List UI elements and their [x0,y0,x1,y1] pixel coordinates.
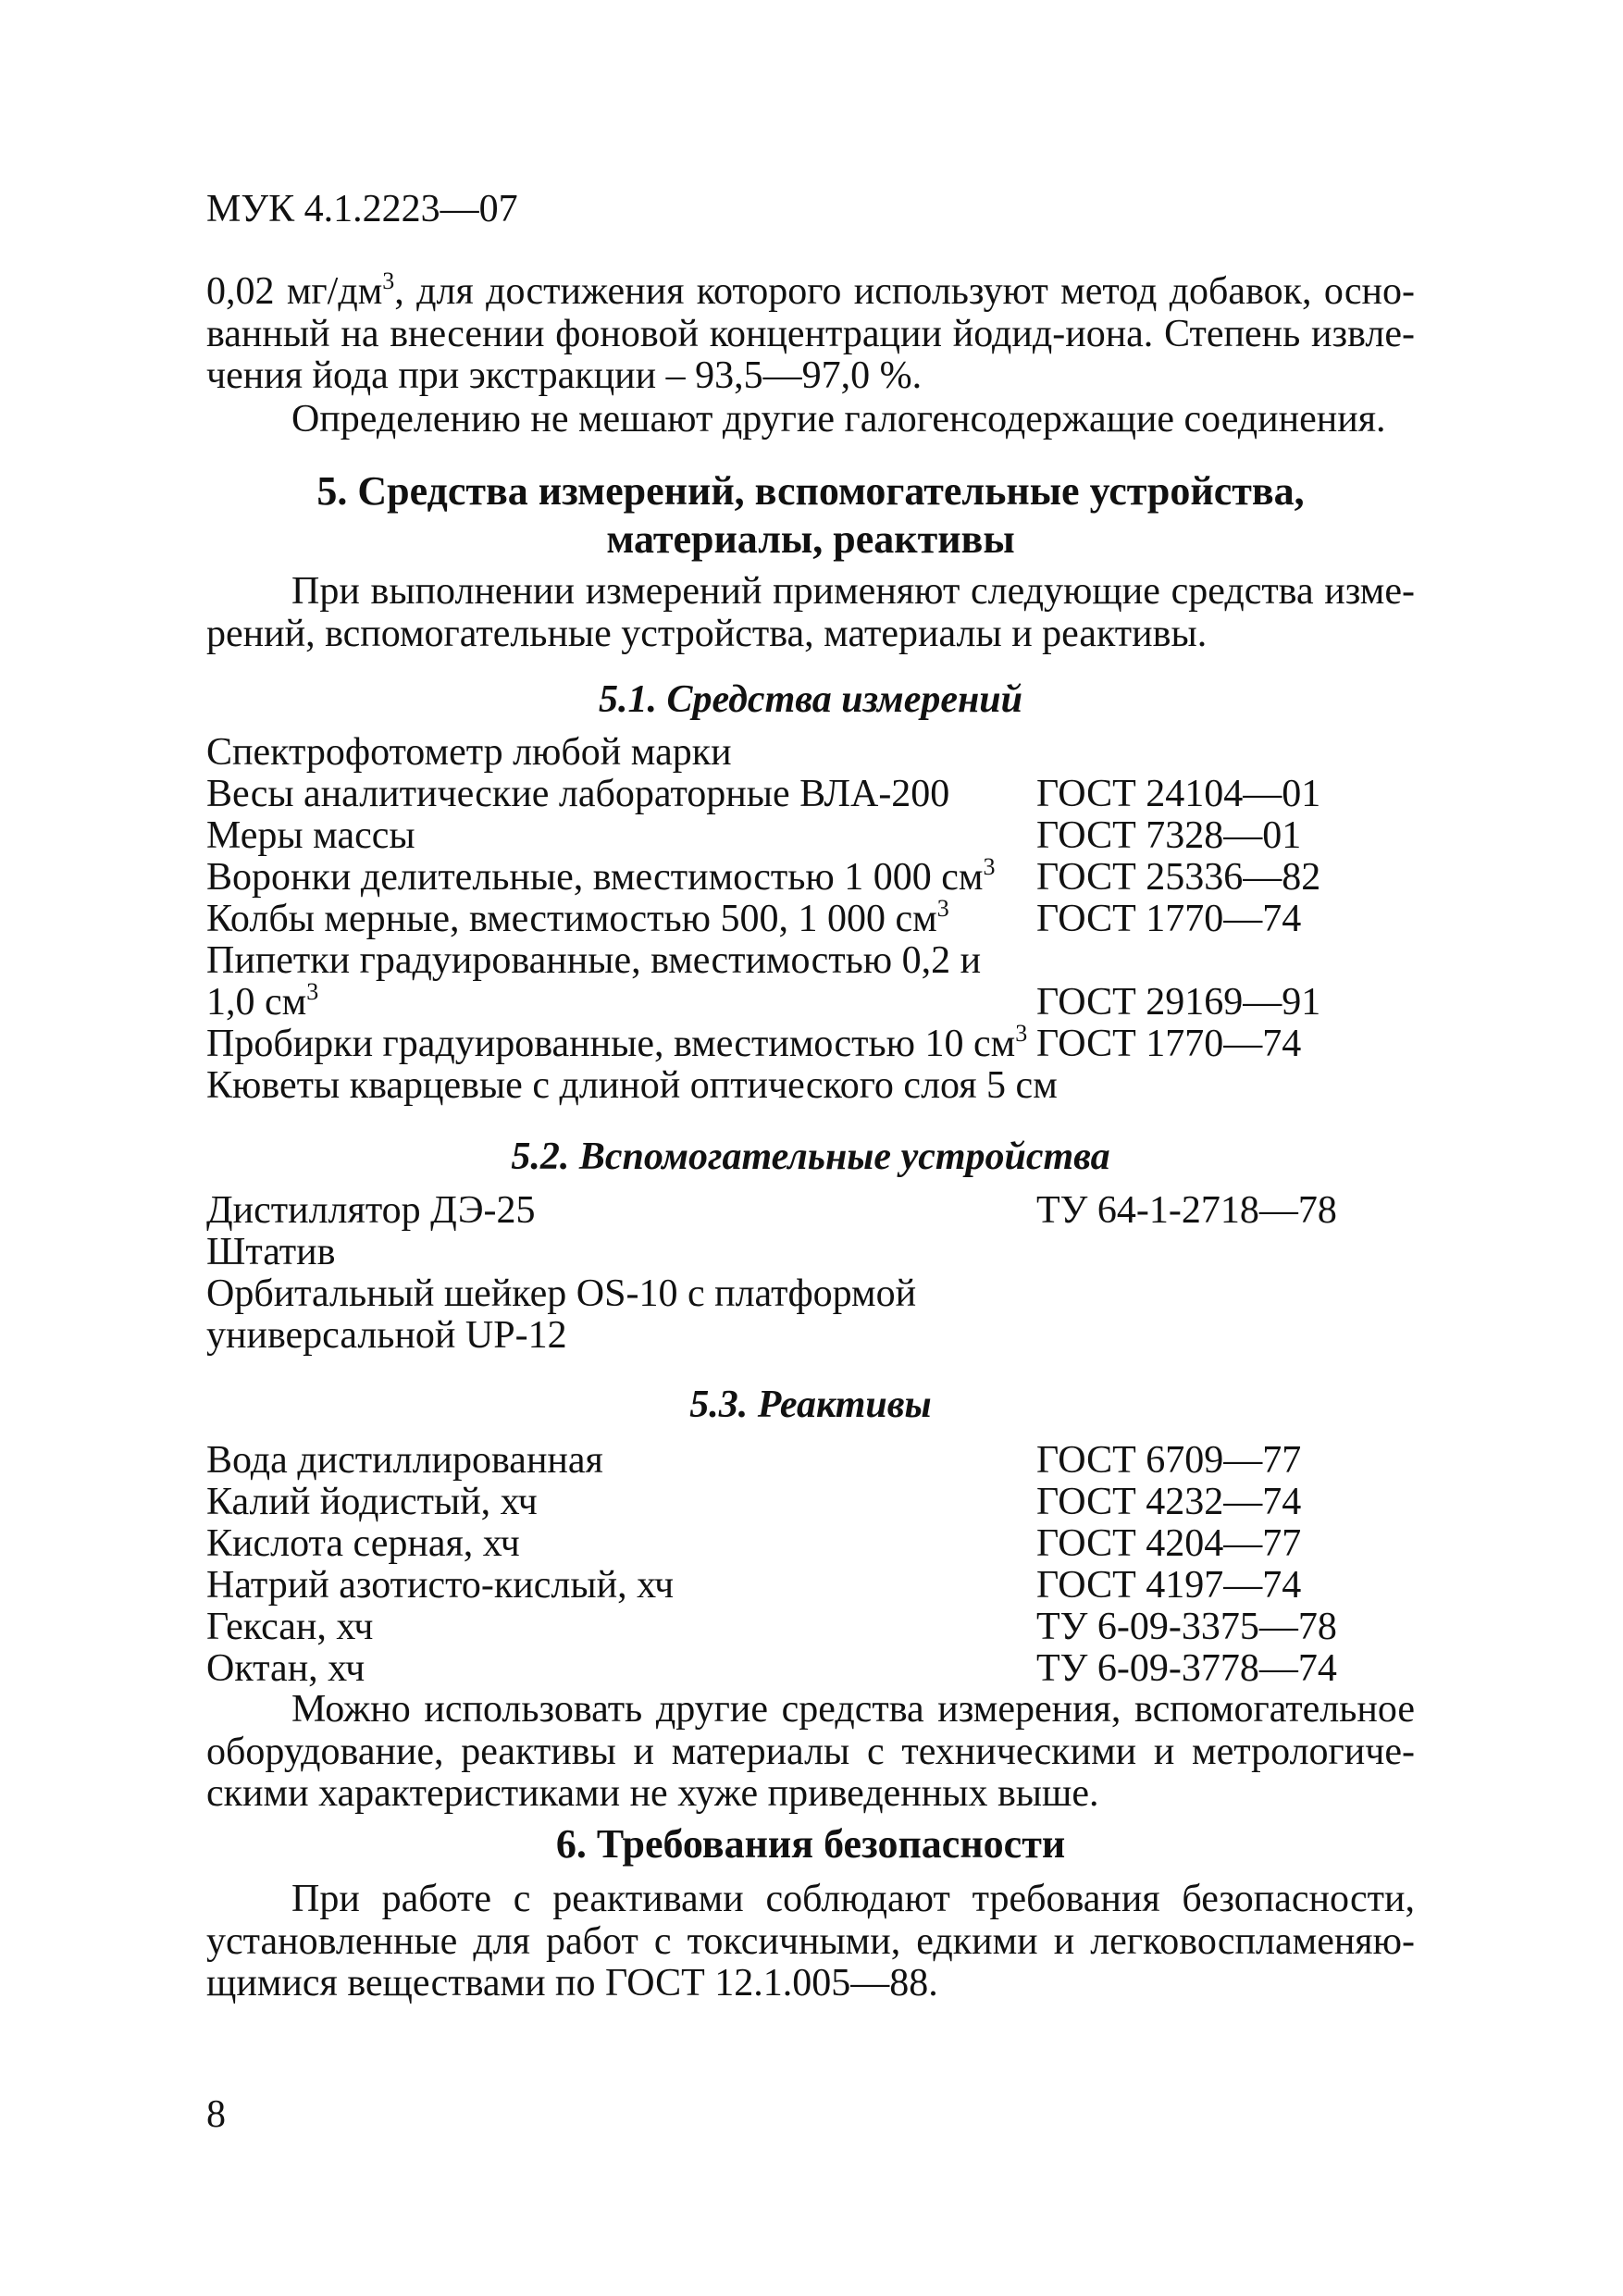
table-row: Меры массы ГОСТ 7328—01 [206,814,1302,857]
table-row: Воронки делительные, вместимостью 1 000 $см^3$ ГОСТ 25336—82 [206,853,1321,899]
table-row: Октан, хч ТУ 6-09-3778—74 [206,1647,1337,1690]
table-row: 1,0 $см^3$ ГОСТ 29169—91 [206,978,1321,1024]
document-header: МУК 4.1.2223—07 [206,188,518,230]
table-row: Калий йодистый, хч ГОСТ 4232—74 [206,1481,1302,1523]
intro-line: 0,02 $мг/дм^3$, для достижения которого используют метод добавок, осно- [206,267,1416,313]
intro-line: чения йода при экстракции – 93,5—97,0 %. [206,354,923,397]
table-row: Штатив [206,1231,336,1273]
table-row: Вода дистиллированная ГОСТ 6709—77 [206,1439,1302,1482]
table-row: Гексан, хч ТУ 6-09-3375—78 [206,1606,1337,1648]
section5-title-line2: материалы, реактивы [606,516,1015,562]
table-row: Пробирки градуированные, вместимостью 10 $см^3$ ГОСТ 1770—74 [206,1020,1302,1065]
section6-title: 6. Требования безопасности [555,1821,1066,1867]
table-row: Кюветы кварцевые с длиной оптического слоя 5 см [206,1064,1058,1107]
section5-intro: При выполнении измерений применяют следующие средства изме- рений, вспомогательные устройства, материалы и реактивы. [206,570,1415,655]
table-row: Натрий азотисто-кислый, хч ГОСТ 4197—74 [206,1564,1302,1607]
subsection-5-3-title: 5.3. Реактивы [689,1384,932,1426]
table-row: Спектрофотометр любой марки [206,731,732,774]
section5-title-line1: 5. Средства измерений, вспомогательные устройства, [316,468,1305,514]
table-row: Дистиллятор ДЭ-25 ТУ 64-1-2718—78 [206,1189,1337,1232]
table-row: универсальной UP-12 [206,1314,567,1357]
intro-paragraph [206,267,1416,398]
page-number: 8 [206,2093,226,2136]
subsection-5-2-title: 5.2. Вспомогательные устройства [511,1136,1110,1178]
table-row: Кислота серная, хч ГОСТ 4204—77 [206,1522,1302,1565]
section6-paragraph: При работе с реактивами соблюдают требования безопасности, установленные для работ с токсичными, едкими и легковоспламеняю- щимися веществами по ГОСТ 12.1.005—88. [206,1878,1415,2004]
table-row: Орбитальный шейкер OS-10 с платформой [206,1272,917,1315]
table-row: Пипетки градуированные, вместимостью 0,2 и [206,939,982,982]
closing-paragraph: Можно использовать другие средства измерения, вспомогательное оборудование, реактивы и материалы с техническими и метрологиче- скими характеристиками не хуже приведенных выше. [206,1688,1415,1815]
intro-note: Определению не мешают другие галогенсодержащие соединения. [291,398,1386,441]
table-row: Колбы мерные, вместимостью 500, 1 000 $см^3$ ГОСТ 1770—74 [206,895,1302,940]
table-row: Весы аналитические лабораторные ВЛА-200 ГОСТ 24104—01 [206,773,1321,815]
subsection-5-1-title: 5.1. Средства измерений [598,678,1023,721]
intro-line: ванный на внесении фоновой концентрации йодид-иона. Степень извле- [206,312,1415,355]
